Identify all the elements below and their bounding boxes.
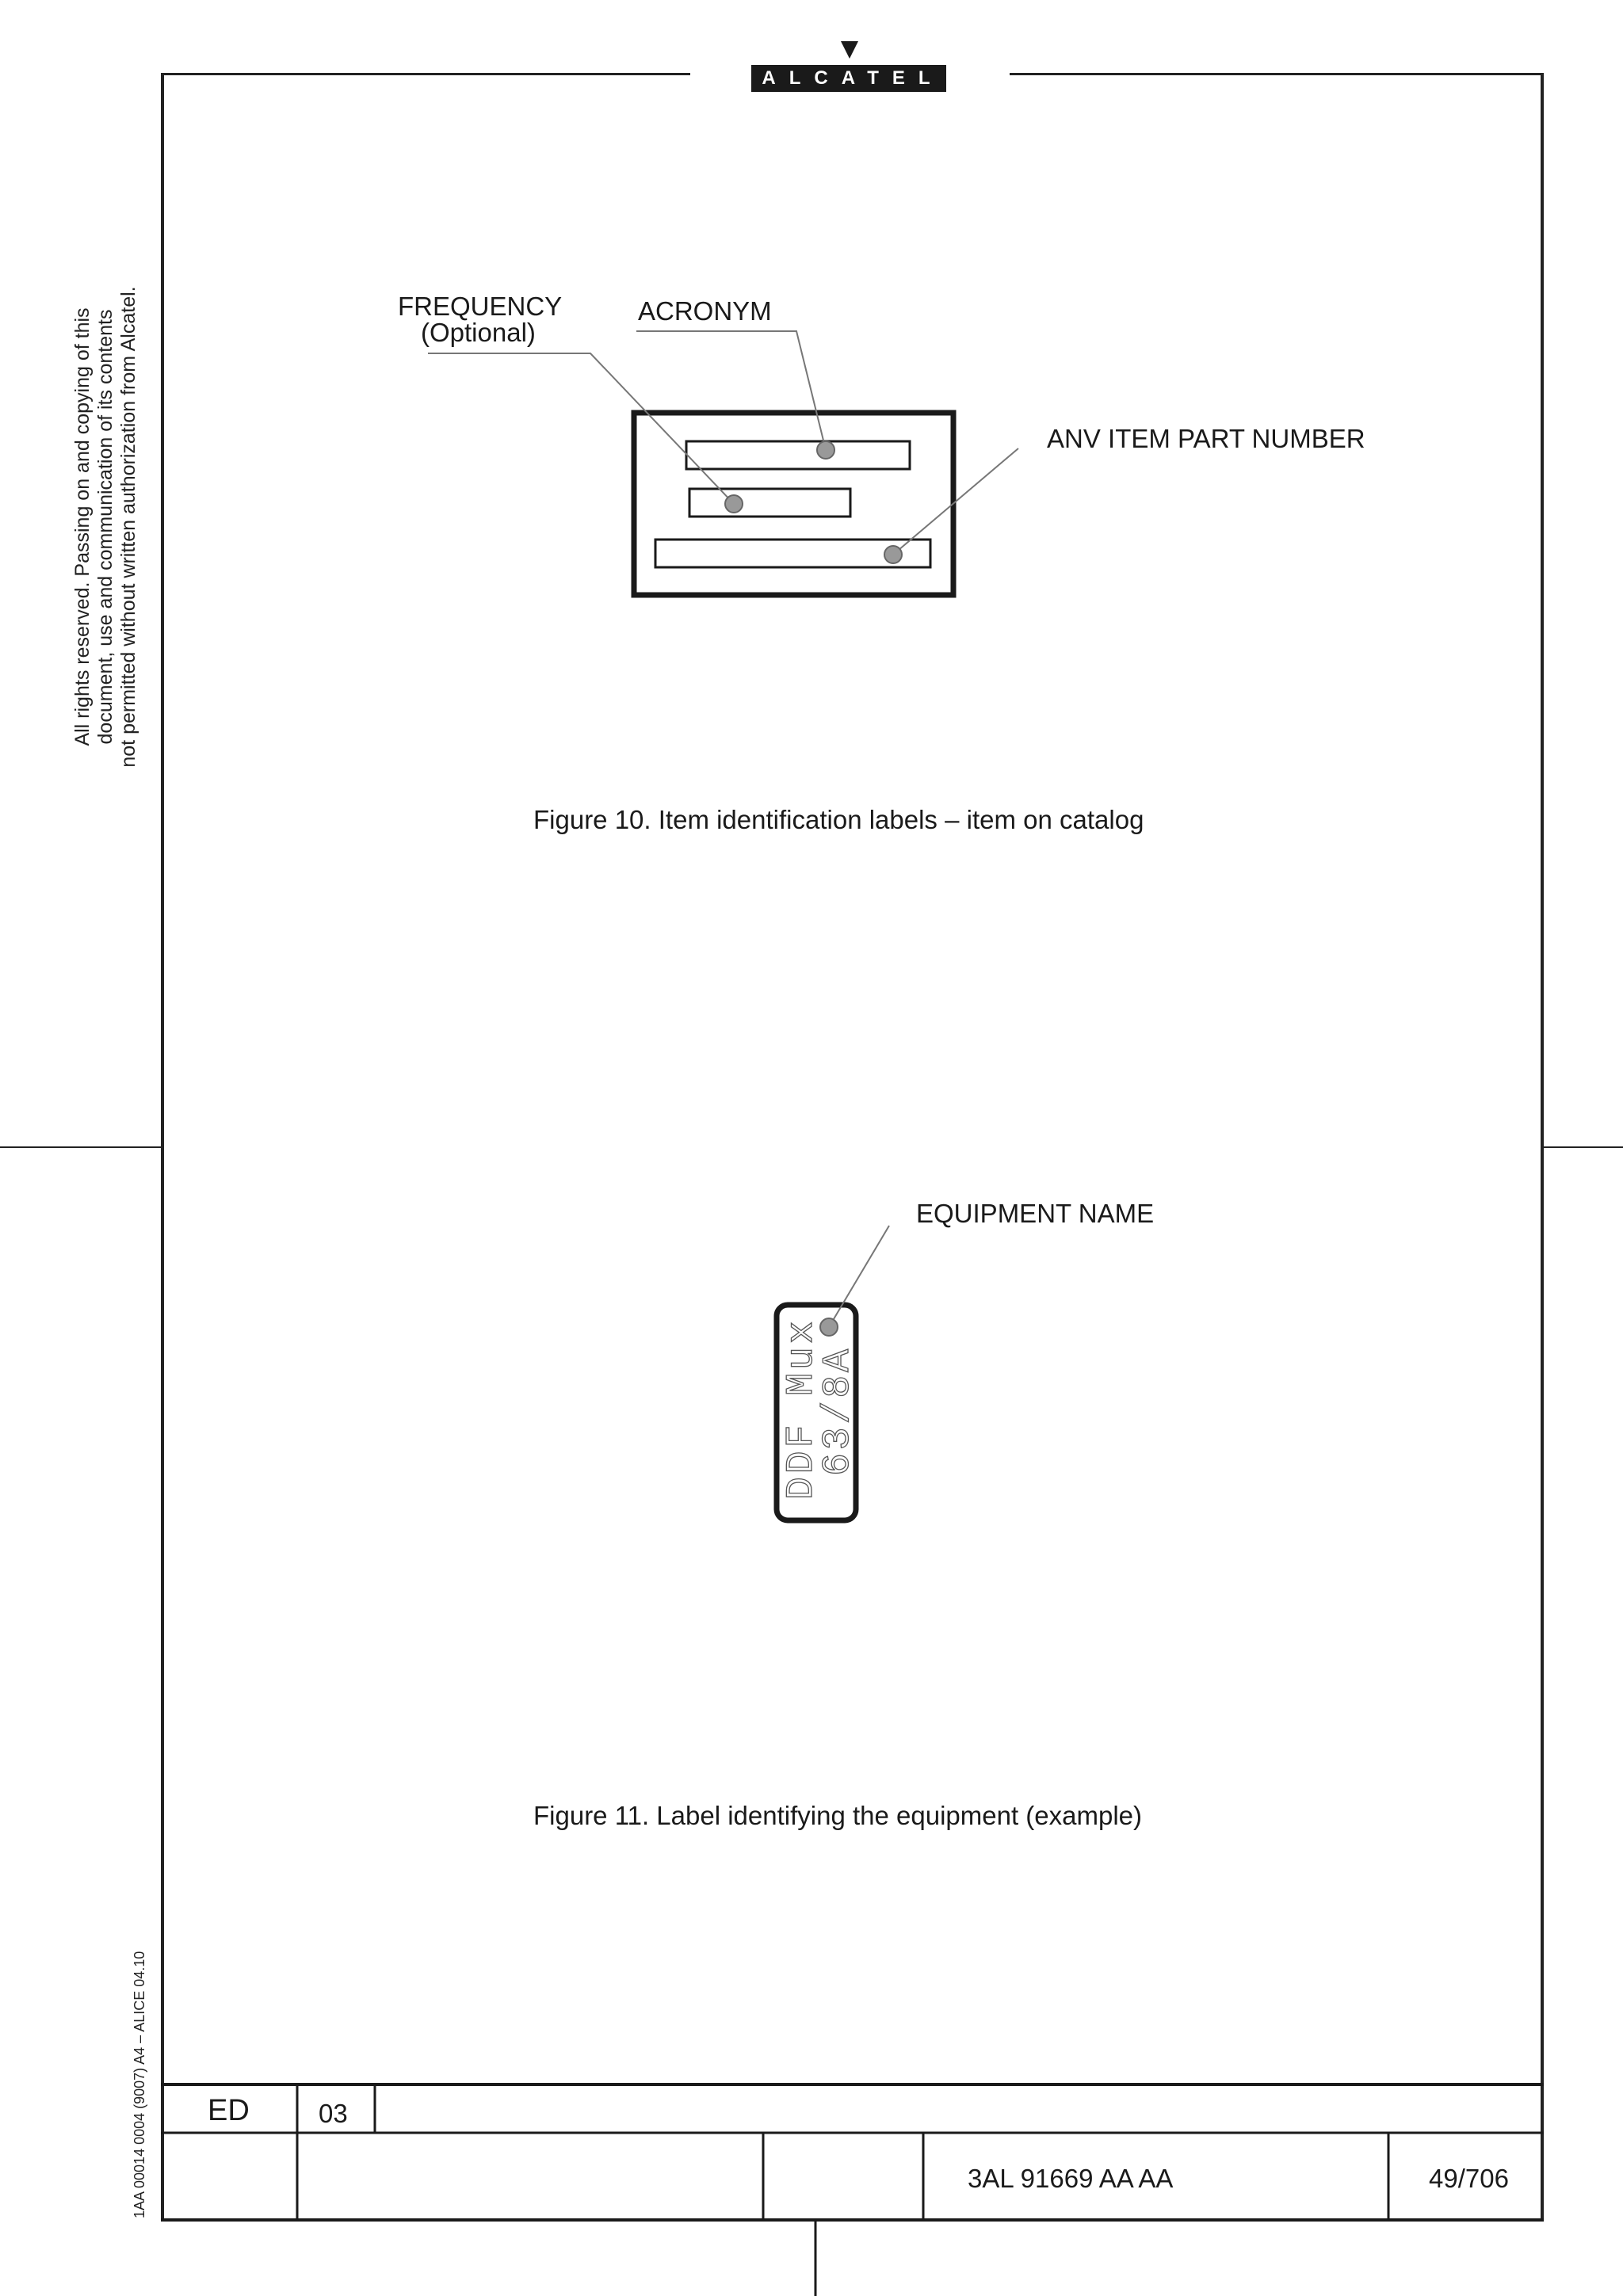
fig10-frequency-leader (428, 353, 734, 504)
footer-ed-label: ED (208, 2094, 250, 2127)
footer-doc-number: 3AL 91669 AA AA (968, 2164, 1174, 2193)
optional-callout: (Optional) (421, 318, 536, 347)
footer-page-number: 49/706 (1429, 2164, 1509, 2193)
part-number-callout: ANV ITEM PART NUMBER (1047, 424, 1365, 453)
rights-notice-line2: document, use and communication of its contents (94, 309, 116, 745)
footer-ed-value: 03 (319, 2099, 348, 2128)
fig10-frequency-dot (725, 495, 743, 513)
frequency-callout: FREQUENCY (398, 292, 563, 321)
fig11-label-line1: DDF Mux (781, 1318, 823, 1500)
fig10-part-number-dot (884, 546, 902, 563)
rights-notice-line3: not permitted without written authorization from Alcatel. (117, 286, 139, 768)
fig11-leader (829, 1226, 889, 1327)
figure10-caption: Figure 10. Item identification labels – item on catalog (533, 805, 1144, 834)
fig11-label-line2: 63/8A (817, 1345, 860, 1476)
fig10-acronym-field (686, 441, 910, 469)
rights-notice-line1: All rights reserved. Passing on and copying of this (71, 307, 94, 746)
alcatel-logo: ALCATEL (751, 65, 946, 92)
fig10-frequency-field (689, 489, 850, 517)
fig11-label-text (781, 1318, 860, 1500)
figure11-caption: Figure 11. Label identifying the equipment (example) (533, 1801, 1143, 1830)
acronym-callout: ACRONYM (638, 296, 772, 326)
equipment-name-callout: EQUIPMENT NAME (916, 1199, 1155, 1228)
form-code: 1AA 00014 0004 (9007) A4 – ALICE 04.10 (132, 1951, 147, 2218)
fig10-acronym-dot (817, 441, 834, 459)
